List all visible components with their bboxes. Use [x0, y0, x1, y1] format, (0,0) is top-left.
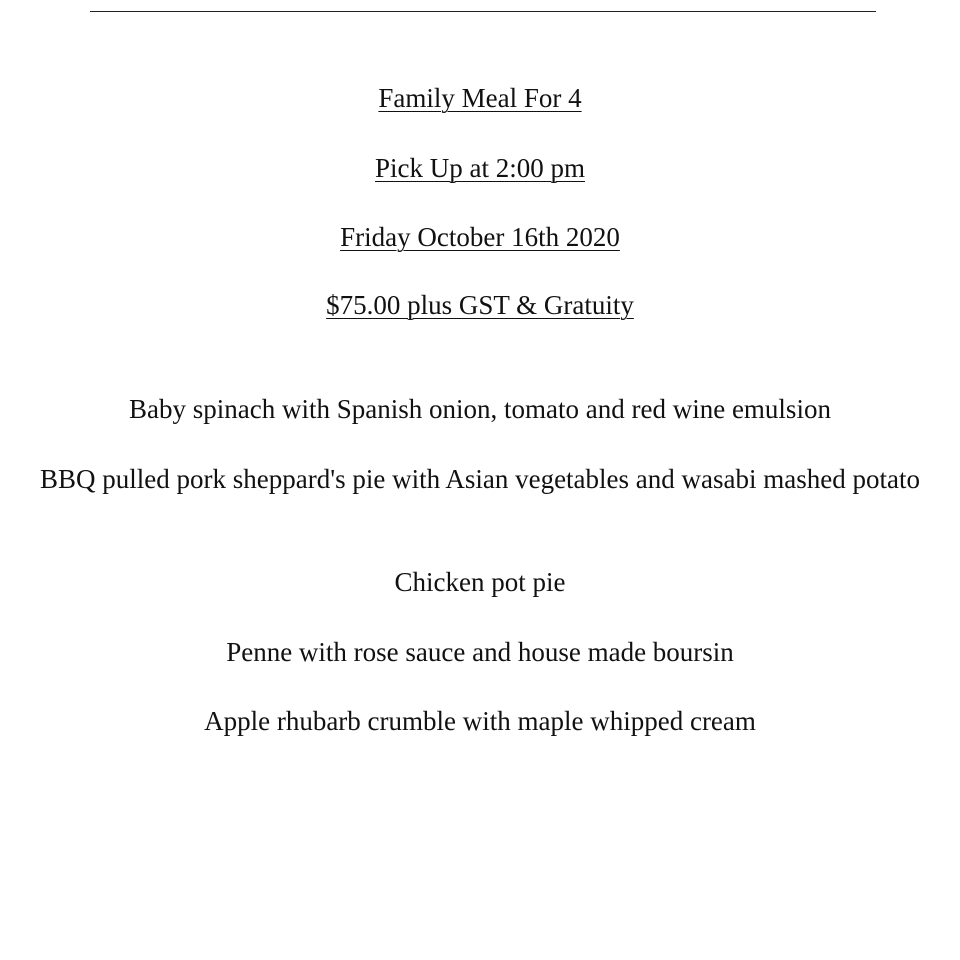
meal-price: $75.00 plus GST & Gratuity [326, 290, 634, 320]
menu-item-sheppards-pie: BBQ pulled pork sheppard's pie with Asian vegetables and wasabi mashed potato [40, 464, 920, 494]
top-rule [90, 11, 876, 12]
pickup-date: Friday October 16th 2020 [340, 222, 620, 252]
menu-item-dessert: Apple rhubarb crumble with maple whipped cream [204, 706, 756, 736]
menu-item-salad: Baby spinach with Spanish onion, tomato and red wine emulsion [129, 394, 831, 424]
menu-item-penne: Penne with rose sauce and house made boursin [226, 637, 734, 667]
menu-item-chicken-pot-pie: Chicken pot pie [394, 567, 566, 597]
pickup-time: Pick Up at 2:00 pm [375, 153, 585, 183]
meal-title: Family Meal For 4 [378, 83, 582, 113]
